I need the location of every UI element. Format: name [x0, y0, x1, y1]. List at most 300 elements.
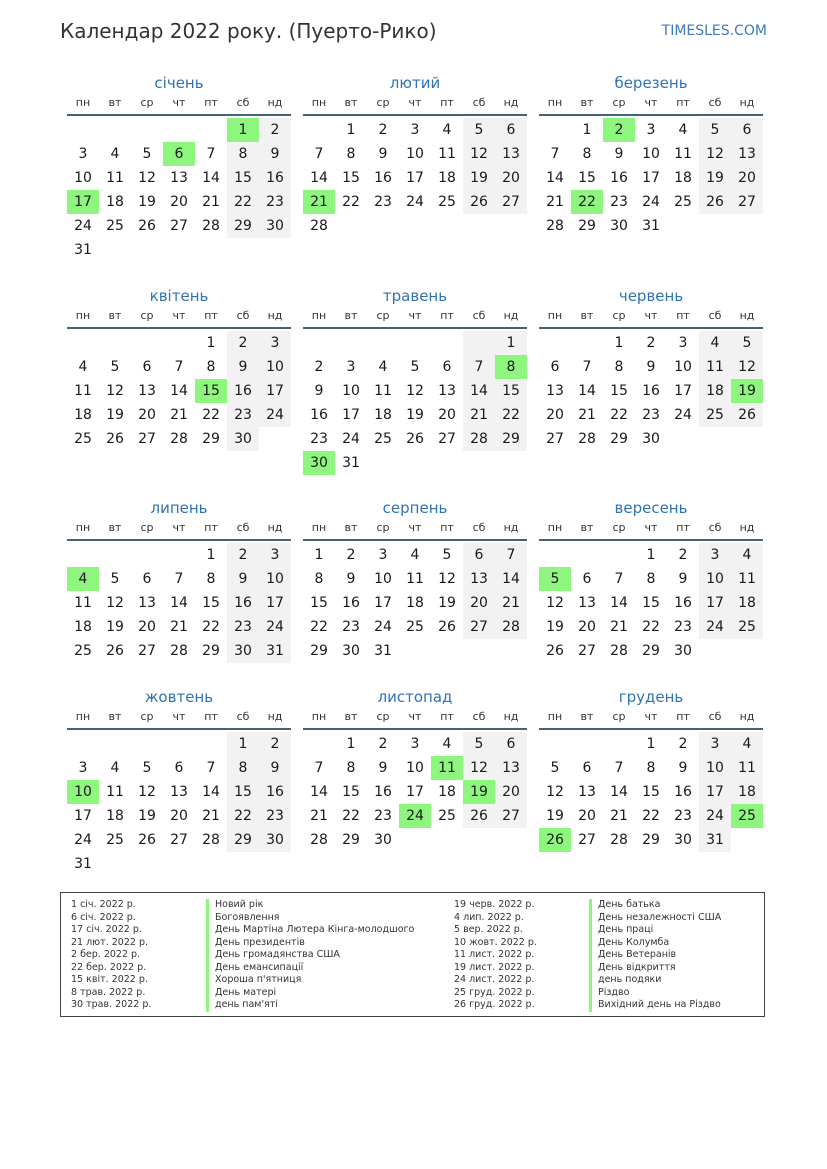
holiday-name: День Ветеранів: [589, 949, 676, 962]
empty-cell: [227, 852, 259, 876]
day-cell: 21: [610, 619, 628, 635]
month-4: [67, 285, 291, 451]
empty-cell: [431, 451, 463, 475]
empty-cell: [67, 543, 99, 567]
day-cell: 10: [699, 756, 731, 780]
weekday-label: сб: [708, 521, 722, 534]
day-cell: 11: [106, 784, 124, 800]
day-cell: 6: [463, 543, 495, 567]
empty-cell: [303, 732, 335, 756]
weekday-label: ср: [140, 96, 154, 109]
weekday-label: пн: [311, 309, 327, 322]
weekday-label: вт: [580, 309, 594, 322]
weekday-label: сб: [708, 309, 722, 322]
day-cell: 22: [342, 808, 360, 824]
day-cell: 27: [495, 190, 527, 214]
weekday-label: нд: [503, 710, 519, 723]
holiday-name: День президентів: [206, 937, 305, 950]
day-cell: 17: [406, 784, 424, 800]
day-cell: 4: [110, 760, 120, 776]
day-cell: 25: [438, 194, 456, 210]
day-cell: 26: [699, 190, 731, 214]
day-cell: 21: [170, 407, 188, 423]
day-cell: 13: [578, 784, 596, 800]
day-cell: 16: [374, 170, 392, 186]
day-cell: 21: [303, 190, 335, 214]
empty-cell: [195, 852, 227, 876]
day-cell: 29: [227, 214, 259, 238]
day-cell: 13: [578, 595, 596, 611]
weekday-label: пт: [440, 309, 454, 322]
day-cell: 15: [642, 595, 660, 611]
month-name: квітень: [149, 287, 209, 305]
day-cell: 25: [438, 808, 456, 824]
empty-cell: [399, 451, 431, 475]
day-cell: 18: [731, 780, 763, 804]
holiday-name: Вихідний день на Різдво: [589, 999, 721, 1012]
day-cell: 10: [259, 567, 291, 591]
day-cell: 8: [582, 146, 592, 162]
day-cell: 8: [314, 571, 324, 587]
day-cell: 9: [227, 355, 259, 379]
day-cell: 8: [227, 142, 259, 166]
empty-cell: [495, 828, 527, 852]
day-cell: 21: [170, 619, 188, 635]
empty-cell: [131, 852, 163, 876]
day-cell: 14: [546, 170, 564, 186]
holiday-date: 15 квіт. 2022 р.: [71, 974, 148, 985]
day-cell: 9: [678, 571, 688, 587]
day-cell: 19: [138, 194, 156, 210]
empty-cell: [99, 732, 131, 756]
day-cell: 10: [67, 780, 99, 804]
weekday-label: нд: [503, 521, 519, 534]
day-cell: 3: [78, 760, 88, 776]
day-cell: 26: [438, 619, 456, 635]
day-cell: 22: [227, 804, 259, 828]
empty-cell: [195, 732, 227, 756]
empty-cell: [399, 214, 431, 238]
weekday-label: чт: [408, 309, 422, 322]
weekday-header: [67, 519, 291, 541]
day-cell: 6: [495, 732, 527, 756]
empty-cell: [99, 543, 131, 567]
day-cell: 22: [202, 407, 220, 423]
day-cell: 14: [463, 379, 495, 403]
day-cell: 10: [342, 383, 360, 399]
empty-cell: [539, 118, 571, 142]
day-cell: 9: [259, 756, 291, 780]
day-cell: 2: [227, 543, 259, 567]
day-cell: 27: [463, 615, 495, 639]
day-cell: 15: [227, 780, 259, 804]
day-cell: 3: [646, 122, 656, 138]
holiday-name: День Колумба: [589, 937, 669, 950]
empty-cell: [99, 852, 131, 876]
day-cell: 3: [346, 359, 356, 375]
day-cell: 25: [731, 804, 763, 828]
empty-cell: [399, 828, 431, 852]
day-cell: 1: [646, 736, 656, 752]
day-cell: 23: [259, 190, 291, 214]
day-cell: 15: [342, 170, 360, 186]
day-cell: 31: [342, 455, 360, 471]
day-cell: 26: [138, 218, 156, 234]
day-cell: 13: [138, 383, 156, 399]
holiday-date: 10 жовт. 2022 р.: [454, 936, 537, 948]
day-cell: 23: [642, 407, 660, 423]
day-cell: 23: [610, 194, 628, 210]
weekday-header: [67, 94, 291, 116]
day-cell: 27: [438, 431, 456, 447]
day-cell: 20: [138, 407, 156, 423]
day-cell: 31: [259, 639, 291, 663]
day-cell: 3: [259, 331, 291, 355]
day-cell: 23: [374, 808, 392, 824]
day-cell: 13: [138, 595, 156, 611]
day-cell: 19: [699, 166, 731, 190]
day-cell: 27: [731, 190, 763, 214]
day-cell: 30: [610, 218, 628, 234]
empty-cell: [463, 331, 495, 355]
empty-cell: [603, 543, 635, 567]
day-grid: [67, 732, 291, 876]
day-cell: 7: [582, 359, 592, 375]
holiday-name: Різдво: [589, 987, 629, 1000]
empty-cell: [667, 214, 699, 238]
holiday-date: 25 груд. 2022 р.: [454, 986, 535, 998]
day-cell: 24: [259, 615, 291, 639]
day-cell: 30: [674, 643, 692, 659]
day-cell: 20: [170, 194, 188, 210]
weekday-label: чт: [408, 521, 422, 534]
day-cell: 28: [610, 832, 628, 848]
weekday-label: пн: [547, 309, 563, 322]
day-cell: 28: [170, 431, 188, 447]
weekday-label: пт: [204, 521, 218, 534]
day-cell: 30: [374, 832, 392, 848]
day-cell: 10: [699, 567, 731, 591]
day-cell: 6: [142, 571, 152, 587]
day-cell: 18: [106, 194, 124, 210]
empty-cell: [99, 331, 131, 355]
day-cell: 8: [346, 760, 356, 776]
day-cell: 29: [642, 643, 660, 659]
day-cell: 31: [374, 643, 392, 659]
day-grid: [303, 118, 527, 238]
day-cell: 6: [582, 760, 592, 776]
day-cell: 26: [731, 403, 763, 427]
weekday-header: [303, 519, 527, 541]
day-cell: 11: [731, 756, 763, 780]
day-cell: 4: [442, 122, 452, 138]
day-cell: 29: [342, 832, 360, 848]
day-cell: 1: [227, 732, 259, 756]
day-cell: 10: [642, 146, 660, 162]
day-cell: 5: [539, 567, 571, 591]
day-cell: 19: [106, 407, 124, 423]
weekday-label: нд: [739, 309, 755, 322]
empty-cell: [731, 828, 763, 852]
weekday-label: пт: [676, 521, 690, 534]
day-cell: 4: [731, 732, 763, 756]
day-cell: 12: [731, 355, 763, 379]
day-cell: 24: [642, 194, 660, 210]
day-cell: 29: [642, 832, 660, 848]
day-cell: 9: [378, 146, 388, 162]
day-cell: 30: [642, 431, 660, 447]
day-cell: 20: [438, 407, 456, 423]
day-grid: [303, 543, 527, 663]
holiday-date: 26 груд. 2022 р.: [454, 999, 535, 1010]
day-cell: 17: [699, 591, 731, 615]
empty-cell: [431, 214, 463, 238]
weekday-label: сб: [472, 710, 486, 723]
weekday-header: [303, 708, 527, 730]
site-link[interactable]: TIMESLES.COM: [661, 23, 767, 39]
day-cell: 16: [259, 780, 291, 804]
day-cell: 30: [227, 639, 259, 663]
day-cell: 6: [142, 359, 152, 375]
day-cell: 15: [202, 595, 220, 611]
empty-cell: [495, 214, 527, 238]
day-cell: 15: [310, 595, 328, 611]
holiday-date: 1 січ. 2022 р.: [71, 899, 136, 910]
day-cell: 7: [314, 760, 324, 776]
weekday-label: пт: [440, 710, 454, 723]
empty-cell: [227, 238, 259, 262]
day-cell: 4: [731, 543, 763, 567]
day-cell: 29: [578, 218, 596, 234]
month-3: [539, 72, 763, 238]
weekday-label: сб: [472, 521, 486, 534]
day-cell: 14: [610, 595, 628, 611]
weekday-label: чт: [172, 309, 186, 322]
day-cell: 3: [259, 543, 291, 567]
day-cell: 13: [170, 784, 188, 800]
empty-cell: [131, 118, 163, 142]
day-cell: 1: [314, 547, 324, 563]
empty-cell: [463, 214, 495, 238]
day-cell: 6: [442, 359, 452, 375]
day-cell: 27: [170, 832, 188, 848]
day-cell: 22: [642, 619, 660, 635]
day-cell: 24: [674, 407, 692, 423]
day-cell: 17: [674, 383, 692, 399]
holiday-date: 30 трав. 2022 р.: [71, 999, 152, 1010]
page-title: Календар 2022 року. (Пуерто-Рико): [60, 19, 437, 43]
weekday-label: пт: [204, 710, 218, 723]
day-cell: 2: [227, 331, 259, 355]
day-cell: 19: [463, 166, 495, 190]
weekday-label: ср: [376, 521, 390, 534]
day-cell: 16: [227, 379, 259, 403]
month-name: лютий: [389, 74, 441, 92]
holiday-name: день пам'яті: [206, 999, 278, 1012]
day-cell: 29: [202, 431, 220, 447]
empty-cell: [431, 828, 463, 852]
day-cell: 7: [463, 355, 495, 379]
day-cell: 26: [546, 643, 564, 659]
day-cell: 7: [206, 760, 216, 776]
weekday-label: вт: [344, 710, 358, 723]
day-cell: 11: [74, 595, 92, 611]
day-cell: 29: [610, 431, 628, 447]
month-name: травень: [382, 287, 448, 305]
day-cell: 17: [342, 407, 360, 423]
month-1: [67, 72, 291, 262]
day-cell: 26: [539, 828, 571, 852]
holiday-name: Хороша п'ятниця: [206, 974, 301, 987]
weekday-label: сб: [708, 710, 722, 723]
day-grid: [67, 118, 291, 262]
day-cell: 23: [259, 804, 291, 828]
day-cell: 27: [138, 643, 156, 659]
day-cell: 27: [170, 218, 188, 234]
day-cell: 30: [303, 451, 335, 475]
day-cell: 16: [227, 591, 259, 615]
empty-cell: [463, 451, 495, 475]
day-cell: 11: [406, 571, 424, 587]
day-cell: 12: [106, 595, 124, 611]
weekday-label: ср: [140, 521, 154, 534]
day-cell: 9: [227, 567, 259, 591]
day-cell: 26: [106, 431, 124, 447]
weekday-label: вт: [108, 309, 122, 322]
day-cell: 30: [674, 832, 692, 848]
day-cell: 20: [463, 591, 495, 615]
empty-cell: [163, 118, 195, 142]
day-cell: 18: [374, 407, 392, 423]
day-cell: 4: [410, 547, 420, 563]
weekday-header: [539, 519, 763, 541]
day-cell: 22: [610, 407, 628, 423]
weekday-label: ср: [376, 710, 390, 723]
weekday-label: ср: [612, 521, 626, 534]
weekday-label: ср: [140, 309, 154, 322]
day-cell: 7: [495, 543, 527, 567]
day-cell: 25: [674, 194, 692, 210]
day-cell: 31: [74, 856, 92, 872]
weekday-label: пн: [75, 710, 91, 723]
day-cell: 14: [310, 784, 328, 800]
day-cell: 5: [463, 118, 495, 142]
empty-cell: [195, 118, 227, 142]
day-cell: 11: [438, 146, 456, 162]
day-cell: 11: [731, 567, 763, 591]
day-cell: 11: [106, 170, 124, 186]
day-cell: 11: [74, 383, 92, 399]
day-cell: 13: [463, 567, 495, 591]
day-cell: 12: [463, 756, 495, 780]
weekday-label: нд: [267, 710, 283, 723]
day-cell: 10: [674, 359, 692, 375]
weekday-label: нд: [503, 96, 519, 109]
day-grid: [539, 118, 763, 238]
weekday-label: вт: [580, 96, 594, 109]
day-cell: 10: [74, 170, 92, 186]
month-name: березень: [614, 74, 688, 92]
day-cell: 19: [106, 619, 124, 635]
weekday-label: пн: [547, 710, 563, 723]
holiday-date: 22 бер. 2022 р.: [71, 961, 147, 973]
day-cell: 6: [731, 118, 763, 142]
weekday-label: нд: [739, 96, 755, 109]
day-cell: 9: [646, 359, 656, 375]
day-cell: 1: [227, 118, 259, 142]
day-cell: 18: [438, 784, 456, 800]
empty-cell: [571, 543, 603, 567]
day-cell: 4: [678, 122, 688, 138]
day-cell: 8: [206, 571, 216, 587]
day-cell: 11: [699, 355, 731, 379]
day-cell: 8: [227, 756, 259, 780]
day-cell: 9: [259, 142, 291, 166]
empty-cell: [335, 331, 367, 355]
holiday-date: 8 трав. 2022 р.: [71, 986, 146, 998]
empty-cell: [195, 238, 227, 262]
day-cell: 24: [699, 804, 731, 828]
month-6: [539, 285, 763, 451]
month-10: [67, 686, 291, 876]
weekday-header: [67, 708, 291, 730]
day-cell: 5: [731, 331, 763, 355]
weekday-label: пн: [75, 309, 91, 322]
day-cell: 28: [463, 427, 495, 451]
weekday-label: сб: [236, 521, 250, 534]
day-cell: 10: [259, 355, 291, 379]
day-cell: 2: [378, 122, 388, 138]
day-cell: 21: [495, 591, 527, 615]
day-cell: 10: [406, 760, 424, 776]
weekday-label: пт: [676, 309, 690, 322]
holiday-name: День громадянства США: [206, 949, 340, 962]
day-cell: 13: [731, 142, 763, 166]
weekday-label: сб: [236, 710, 250, 723]
month-11: [303, 686, 527, 852]
day-cell: 5: [699, 118, 731, 142]
weekday-header: [67, 307, 291, 329]
day-cell: 30: [227, 427, 259, 451]
day-cell: 9: [346, 571, 356, 587]
day-cell: 3: [410, 736, 420, 752]
day-cell: 20: [138, 619, 156, 635]
day-cell: 22: [642, 808, 660, 824]
weekday-label: вт: [108, 521, 122, 534]
empty-cell: [495, 451, 527, 475]
empty-cell: [367, 214, 399, 238]
day-cell: 4: [378, 359, 388, 375]
day-cell: 15: [227, 166, 259, 190]
empty-cell: [667, 427, 699, 451]
weekday-label: чт: [644, 309, 658, 322]
day-grid: [67, 331, 291, 451]
weekday-label: ср: [612, 710, 626, 723]
holiday-name: День Мартіна Лютера Кінга-молодшого: [206, 924, 414, 937]
day-cell: 15: [578, 170, 596, 186]
weekday-label: вт: [580, 521, 594, 534]
weekday-label: пт: [204, 309, 218, 322]
empty-cell: [99, 238, 131, 262]
day-cell: 23: [674, 619, 692, 635]
empty-cell: [335, 214, 367, 238]
holiday-name: День батька: [589, 899, 660, 912]
empty-cell: [399, 639, 431, 663]
day-cell: 14: [202, 784, 220, 800]
day-cell: 15: [195, 379, 227, 403]
day-cell: 19: [463, 780, 495, 804]
day-cell: 5: [142, 146, 152, 162]
